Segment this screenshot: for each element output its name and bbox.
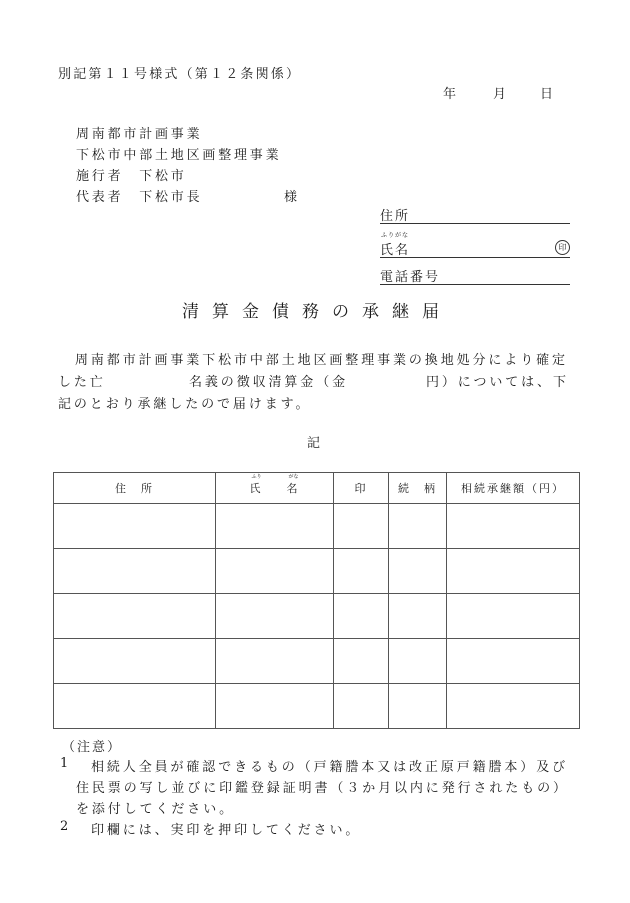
header-name-furigana-2: がな	[288, 474, 299, 480]
phone-label: 電話番号	[380, 270, 441, 285]
cell-name[interactable]	[216, 549, 334, 594]
header-name-char-1: 氏	[249, 482, 263, 495]
cell-amount[interactable]	[447, 504, 580, 549]
table-header-row	[54, 473, 580, 504]
cell-address[interactable]	[54, 549, 216, 594]
table-row	[54, 549, 580, 594]
seal-icon: 印	[555, 240, 570, 255]
form-number: 別記第１１号様式（第１２条関係）	[58, 67, 302, 82]
cell-address[interactable]	[54, 504, 216, 549]
header-name-char-2: 名	[286, 482, 300, 495]
table-row	[54, 504, 580, 549]
addressee-executor: 施行者 下松市	[76, 169, 187, 184]
body-line-2c: 円）については、下	[426, 375, 569, 390]
cell-seal[interactable]	[334, 594, 389, 639]
name-furigana: ふりがな	[381, 232, 410, 239]
cell-address[interactable]	[54, 684, 216, 729]
address-label: 住所	[380, 209, 411, 224]
cell-relation[interactable]	[389, 639, 447, 684]
address-field[interactable]	[380, 205, 570, 224]
body-line-2b: 名義の徴収清算金（金	[189, 375, 349, 390]
cell-name[interactable]	[216, 684, 334, 729]
name-field[interactable]	[380, 232, 570, 258]
cell-relation[interactable]	[389, 684, 447, 729]
header-name-part2	[286, 474, 300, 496]
date-year: 年	[443, 87, 457, 102]
note-2-line-1: 印欄には、実印を押印してください。	[91, 823, 362, 838]
header-address: 住 所	[54, 473, 216, 504]
addressee-project: 周南都市計画事業	[76, 127, 203, 142]
cell-seal[interactable]	[334, 549, 389, 594]
date-day: 日	[540, 87, 554, 102]
cell-amount[interactable]	[447, 549, 580, 594]
note-1-line-1: 相続人全員が確認できるもの（戸籍謄本又は改正原戸籍謄本）及び	[91, 760, 569, 775]
cell-seal[interactable]	[334, 684, 389, 729]
note-2-number: 2	[60, 819, 72, 834]
addressee-honorific: 様	[284, 190, 298, 205]
cell-amount[interactable]	[447, 594, 580, 639]
addressee-subproject: 下松市中部土地区画整理事業	[76, 148, 282, 163]
cell-relation[interactable]	[389, 504, 447, 549]
table-row	[54, 594, 580, 639]
cell-name[interactable]	[216, 504, 334, 549]
name-label: 氏名	[380, 243, 411, 258]
table-row	[54, 639, 580, 684]
cell-relation[interactable]	[389, 594, 447, 639]
body-line-1: 周南都市計画事業下松市中部土地区画整理事業の換地処分により確定	[75, 353, 568, 368]
cell-relation[interactable]	[389, 549, 447, 594]
notes-heading: （注意）	[62, 740, 123, 755]
phone-field[interactable]	[380, 266, 570, 285]
cell-seal[interactable]	[334, 504, 389, 549]
cell-name[interactable]	[216, 594, 334, 639]
date-month: 月	[493, 87, 507, 102]
header-name	[216, 473, 334, 504]
header-seal: 印	[334, 473, 389, 504]
cell-name[interactable]	[216, 639, 334, 684]
cell-amount[interactable]	[447, 684, 580, 729]
note-1-number: 1	[60, 756, 72, 771]
body-line-2a: した亡	[58, 375, 106, 390]
cell-seal[interactable]	[334, 639, 389, 684]
header-name-furigana-1: ふり	[251, 474, 262, 480]
document-title: 清算金債務の承継届	[182, 302, 452, 322]
ki-heading: 記	[307, 436, 321, 451]
header-amount: 相続承継額（円）	[447, 473, 580, 504]
table-row	[54, 684, 580, 729]
note-1-line-2: 住民票の写し並びに印鑑登録証明書（３か月以内に発行されたもの）	[76, 781, 569, 796]
header-relation: 続 柄	[389, 473, 447, 504]
addressee-representative: 代表者 下松市長	[76, 190, 203, 205]
cell-address[interactable]	[54, 594, 216, 639]
note-1-line-3: を添付してください。	[76, 802, 236, 817]
heirs-table	[53, 472, 580, 729]
cell-address[interactable]	[54, 639, 216, 684]
body-line-3: 記のとおり承継したので届けます。	[58, 397, 312, 412]
header-name-part1	[249, 474, 263, 496]
cell-amount[interactable]	[447, 639, 580, 684]
